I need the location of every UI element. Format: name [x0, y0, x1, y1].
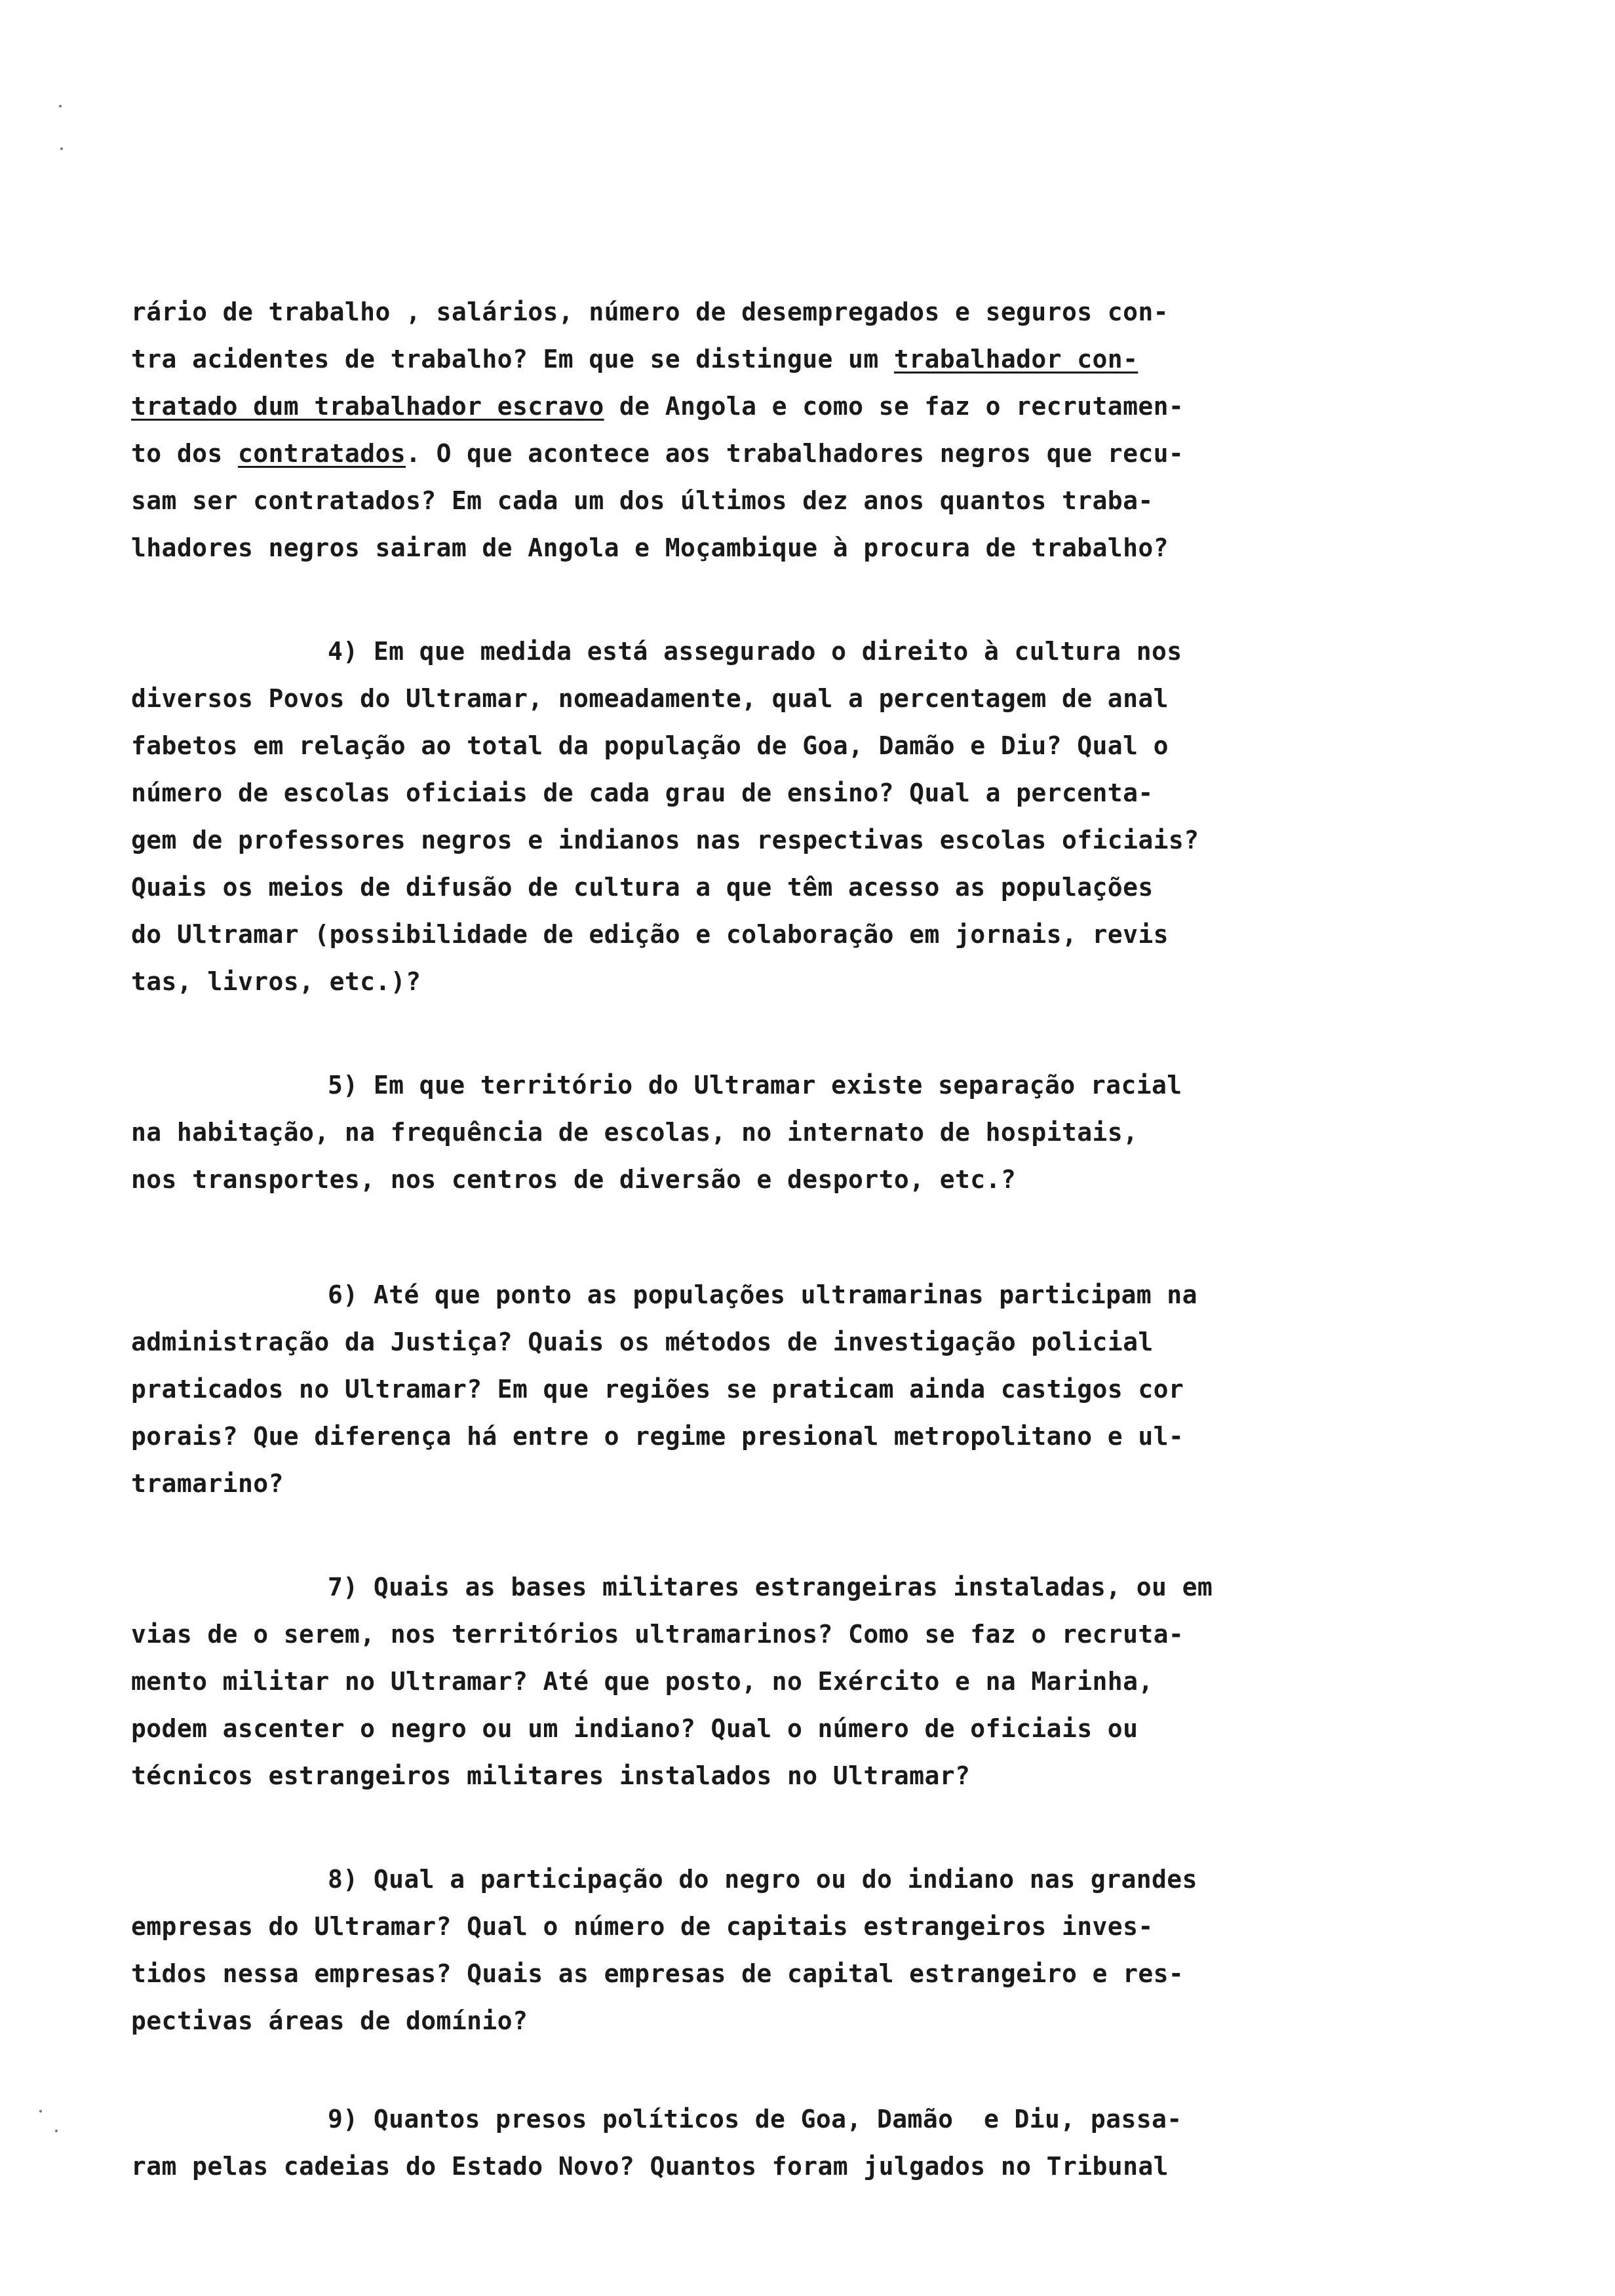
- text-line: vias de o serem, nos territórios ultramarinos? Como se faz o recruta-: [131, 1620, 1184, 1649]
- text-line: podem ascenter o negro ou um indiano? Qual o número de oficiais ou: [131, 1714, 1138, 1743]
- text-line: 6) Até que ponto as populações ultramarinas participam na: [328, 1280, 1197, 1309]
- text-line: 4) Em que medida está assegurado o direito à cultura nos: [328, 637, 1182, 666]
- text-line: ram pelas cadeias do Estado Novo? Quantos foram julgados no Tribunal: [131, 2152, 1169, 2181]
- text-line: gem de professores negros e indianos nas respectivas escolas oficiais?: [131, 826, 1199, 854]
- text-line: porais? Que diferença há entre o regime presional metropolitano e ul-: [131, 1422, 1184, 1451]
- underlined-term: tratado dum trabalhador escravo: [131, 392, 604, 421]
- text-line: tidos nessa empresas? Quais as empresas de capital estrangeiro e res-: [131, 1959, 1184, 1988]
- text-line: [131, 383, 1508, 430]
- text-line: nos transportes, nos centros de diversão e desporto, etc.?: [131, 1165, 1017, 1194]
- paragraph-4: [131, 628, 1508, 1005]
- scan-speck: [59, 105, 62, 107]
- paragraph-6: [131, 1271, 1508, 1507]
- text-segment: . O que acontece aos trabalhadores negros que recu-: [406, 439, 1184, 468]
- text-line: sam ser contratados? Em cada um dos últimos dez anos quantos traba-: [131, 486, 1154, 515]
- underlined-term: trabalhador con-: [893, 345, 1138, 373]
- text-line: diversos Povos do Ultramar, nomeadamente, qual a percentagem de anal: [131, 684, 1169, 713]
- scan-speck: [39, 2110, 42, 2113]
- text-line: técnicos estrangeiros militares instalados no Ultramar?: [131, 1761, 971, 1790]
- scan-speck: [60, 147, 63, 150]
- text-segment: de Angola e como se faz o recrutamen-: [604, 392, 1184, 421]
- text-line: administração da Justiça? Quais os métodos de investigação policial: [131, 1328, 1154, 1356]
- text-line: mento militar no Ultramar? Até que posto, no Exército e na Marinha,: [131, 1667, 1154, 1696]
- text-line: 9) Quantos presos políticos de Goa, Damão e Diu, passa-: [328, 2105, 1182, 2133]
- text-line: tas, livros, etc.)?: [131, 967, 421, 996]
- paragraph-3-continuation: [131, 288, 1508, 571]
- paragraph-7: [131, 1563, 1508, 1799]
- underlined-term: contratados: [237, 439, 406, 468]
- text-line: tramarino?: [131, 1469, 284, 1498]
- text-line: [131, 335, 1508, 383]
- text-line: do Ultramar (possibilidade de edição e colaboração em jornais, revis: [131, 920, 1169, 949]
- text-line: Quais os meios de difusão de cultura a que têm acesso as populações: [131, 873, 1154, 902]
- text-segment: tra acidentes de trabalho? Em que se distingue um: [131, 345, 894, 373]
- text-line: na habitação, na frequência de escolas, no internato de hospitais,: [131, 1118, 1138, 1147]
- text-line: empresas do Ultramar? Qual o número de capitais estrangeiros inves-: [131, 1912, 1154, 1941]
- text-line: praticados no Ultramar? Em que regiões se praticam ainda castigos cor: [131, 1375, 1184, 1404]
- text-line: [131, 430, 1508, 477]
- text-line: 5) Em que território do Ultramar existe separação racial: [328, 1071, 1182, 1100]
- text-line: lhadores negros sairam de Angola e Moçambique à procura de trabalho?: [131, 533, 1169, 562]
- paragraph-9: [131, 2095, 1508, 2190]
- text-segment: to dos: [131, 439, 238, 468]
- text-line: 8) Qual a participação do negro ou do indiano nas grandes: [328, 1865, 1197, 1894]
- text-line: 7) Quais as bases militares estrangeiras instaladas, ou em: [328, 1573, 1213, 1601]
- paragraph-5: [131, 1062, 1508, 1203]
- paragraph-8: [131, 1856, 1508, 2044]
- text-line: pectivas áreas de domínio?: [131, 2006, 528, 2035]
- text-line: número de escolas oficiais de cada grau de ensino? Qual a percenta-: [131, 778, 1154, 807]
- scan-speck: [55, 2130, 58, 2132]
- text-line: rário de trabalho , salários, número de desempregados e seguros con-: [131, 297, 1169, 326]
- text-line: fabetos em relação ao total da população de Goa, Damão e Diu? Qual o: [131, 731, 1169, 760]
